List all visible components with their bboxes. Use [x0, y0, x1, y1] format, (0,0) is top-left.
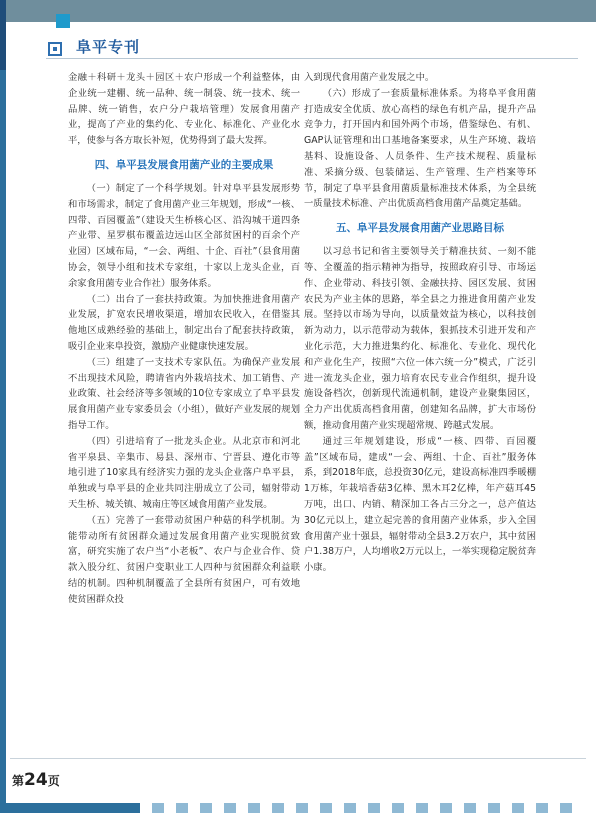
page-number: 24 — [24, 770, 48, 790]
section-title: 阜平专刊 — [76, 38, 141, 56]
footer-divider — [10, 758, 586, 759]
left-paragraph-1: 金融＋科研＋龙头＋园区＋农户形成一个利益整体，由企业统一建棚、统一品种、统一制袋、统一技术、统一品牌、统一销售，农户分户栽培管理）发展食用菌产业，提高了产业的集约化、专业化、标准化、产业化水平，使参与各方取长补短，优势得到了最大发挥。 — [68, 72, 300, 147]
right-paragraph-1: 入到现代食用菌产业发展之中。 — [304, 72, 435, 83]
left-paragraph-2: （一）制定了一个科学规划。针对阜平县发展形势和市场需求，制定了食用菌产业三年规划，形成“一核、四带、百园覆盖”（建设天生桥核心区、沿沟城干道四条产业带、星罗棋布覆盖边远山区全部贫困村的百余个产业园）区域布局，“一会、两组、十企、百社”（县食用菌协会，领导小组和技术专家组，十家以上龙头企业，百余家食用菌专业合作社）服务体系。 — [68, 182, 300, 289]
page-number-label — [12, 770, 60, 790]
right-column — [304, 70, 536, 576]
heading-section-5: 五、阜平县发展食用菌产业思路目标 — [336, 222, 504, 235]
page-suffix: 页 — [47, 774, 60, 788]
left-paragraph-6: （五）完善了一套带动贫困户种菇的科学机制。为能带动所有贫困群众通过发展食用菌产业实现脱贫致富，研究实施了农户当“小老板”、农户与企业合作、贷款入股分红、贫困户变职业工人四种与贫困群众利益联结的机制。四种机制覆盖了全县所有贫困户，可有效地使贫困群众投 — [68, 514, 300, 605]
square-outline-icon — [48, 42, 62, 56]
bottom-decorative-stripe — [0, 798, 596, 808]
top-header-band — [0, 0, 596, 22]
header-divider — [46, 58, 578, 59]
right-paragraph-2: （六）形成了一套质量标准体系。为将阜平食用菌打造成安全优质、放心高档的绿色有机产品，提升产品竞争力，打开国内和国外两个市场，借鉴绿色、有机、GAP认证管理和出口基地备案要求，从生产环境、栽培基料、设施设备、人员条件、生产技术规程、质量标准、采摘分级、包装储运、生产管理、生产档案等环节，制定了阜平县食用菌质量标准技术体系，为全县统一质量技术标准、产出优质高档食用菌产品奠定基础。 — [304, 87, 536, 210]
right-paragraph-3: 以习总书记和省主要领导关于精准扶贫、一刻不能等、全覆盖的指示精神为指导，按照政府引导、市场运作、企业带动、科技引领、金融扶持、园区发展、贫困农民为产业主体的思路，举全县之力推进食用菌产业发展。坚持以市场为导向，以质量效益为核心，以科技创新为动力，以示范带动为载体，狠抓技术引进开发和产业化示范，大力推进集约化、标准化、专业化、现代化和产业化生产，按照“六位一体六统一分”模式，广泛引进一流龙头企业，强力培育农民专业合作组织，提升设施设备档次，创新现代流通机制，建设产业聚集园区，全力产出优质高档食用菌，创建知名品牌，扩大市场份额，推动食用菌产业实现超常规、跨越式发展。 — [304, 246, 536, 431]
left-paragraph-3: （二）出台了一套扶持政策。为加快推进食用菌产业发展，扩宽农民增收渠道，增加农民收入，在借鉴其他地区成熟经验的基础上，制定出台了配套扶持政策，吸引企业来阜投资，激励产业健康快速发展。 — [68, 293, 300, 352]
left-paragraph-5: （四）引进培育了一批龙头企业。从北京市和河北省平泉县、辛集市、易县、深州市、宁晋县、遵化市等地引进了10家具有经济实力强的龙头企业落户阜平县，单独或与阜平县的企业共同注册成立了公司，辐射带动天生桥、城关镇、城南庄等区域食用菌产业发展。 — [68, 435, 300, 510]
left-column — [68, 70, 300, 608]
heading-section-4: 四、阜平县发展食用菌产业的主要成果 — [94, 158, 274, 171]
left-edge-stripe-accent — [0, 0, 6, 70]
left-edge-stripe — [0, 0, 6, 808]
decorative-square — [56, 14, 70, 28]
left-paragraph-4: （三）组建了一支技术专家队伍。为确保产业发展不出现技术风险，聘请省内外栽培技术、加工销售、产业政策、社会经济等多领域的10位专家成立了阜平县发展食用菌产业专家委员会（小组），做好产业发展的规划指导工作。 — [68, 356, 300, 431]
right-paragraph-4: 通过三年规划建设，形成“一核、四带、百园覆盖”区域布局，建成“一会、两组、十企、百社”服务体系，到2018年底，总投资30亿元，建设高标准四季暖棚1万栋，年栽培香菇3亿棒、黑木耳2亿棒，年产菇耳45万吨，出口、内销、精深加工各占三分之一，总产值达30亿元以上，建立起完善的食用菌产业体系，步入全国食用菌产业十强县，辐射带动全县3.2万农户，其中贫困户1.38万户，人均增收2万元以上，一举实现稳定脱贫奔小康。 — [304, 435, 536, 574]
page-prefix: 第 — [12, 774, 25, 788]
